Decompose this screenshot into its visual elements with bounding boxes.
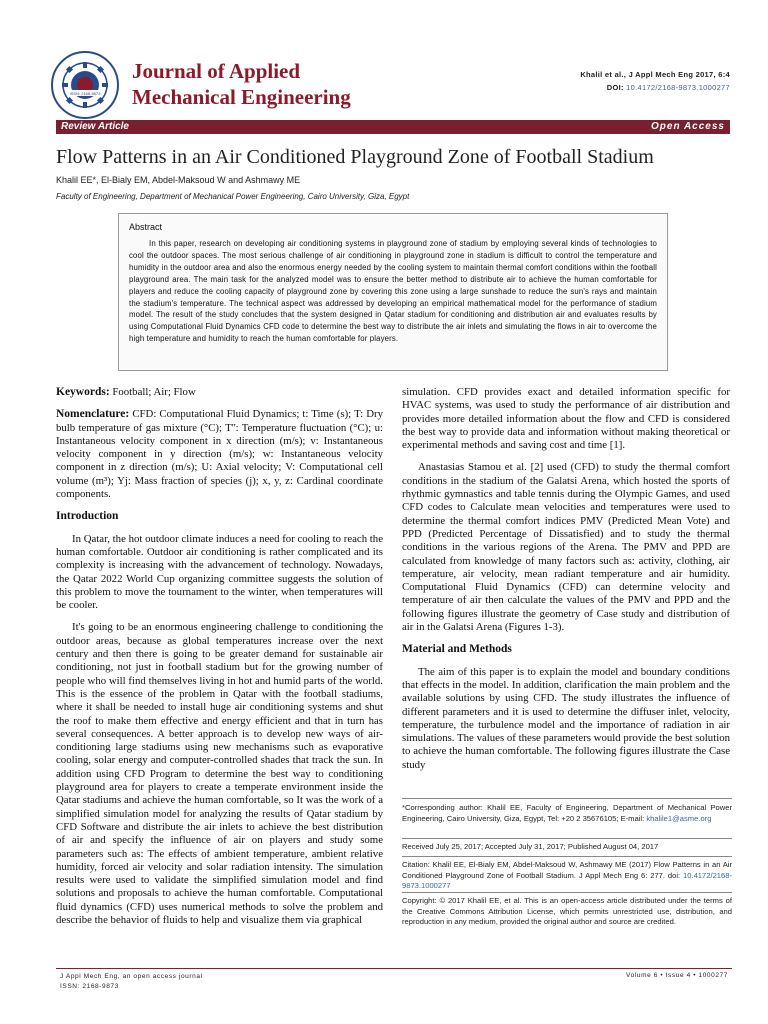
article-type: Review Article [61,121,129,132]
nomenclature-text: CFD: Computational Fluid Dynamics; t: Time (s); T: Dry bulb temperature of gas mixture (°C); T'': Temperature fluctuation (°C); u: Instantaneous velocity component in x direction (m/s); v: Instantaneous velocity component in y direction (m/s); w: Instantaneous velocity component in z direction (m/s); U: Axial velocity; V: Computational cell volume (m³); Yj: Mass fraction of species (j); x, y, z: Cardinal coordinate components. [56,408,383,501]
corresponding-author [402,803,732,824]
footer-issn: ISSN: 2168-9873 [60,983,119,990]
body-paragraph-2: Anastasias Stamou et al. [2] used (CFD) to study the thermal comfort conditions in the stadium of the Galatsi Arena, which hosted the sports of rhythmic gymnastics and table tennis during the Olympic Games, and used CFD codes to Calculate mean velocities and temperatures were used to determine the thermal comfort indices PMV (Predicted Mean Vote) and PPD (Predicted Percentage of Dissatisfied) and to study the thermal conditions in the various regions of the Arena. The PMV and PPD are calculated from knowledge of many factors such as: activity, clothing, air temperature, air velocity, mean radiant temperature and air humidity. Computational Fluid Dynamics (CFD) can determine velocity and temperature of air then calculate the values of the PMV and PPD and the following figures illustrate the geometry of Case study and distribution of air in the Galatsi Arena (Figures 1-3). [402,461,730,634]
svg-text:ISSN: 2168-9873: ISSN: 2168-9873 [69,91,101,96]
footnote-divider [402,798,732,799]
nomenclature [56,408,383,501]
copyright: Copyright: © 2017 Khalil EE, et al. This is an open-access article distributed under the terms of the Creative Commons Attribution License, which permits unrestricted use, distribution, and reproduction in any medium, provided the original author and source are credited. [402,896,732,926]
keywords-text: Football; Air; Flow [109,386,196,398]
nomenclature-label: Nomenclature: [56,408,130,421]
corresponding-text: *Corresponding author: Khalil EE, Faculty of Engineering, Department of Mechanical Power Engineering, Cairo University, Giza, Egypt, Tel: +20 2 35676105; E-mail: [402,803,732,823]
left-column [56,386,383,936]
journal-name [132,58,351,110]
introduction-heading: Introduction [56,510,119,523]
right-column [402,386,730,781]
intro-paragraph-1: In Qatar, the hot outdoor climate induces a need for cooling to reach the human comfortable. Outdoor air conditioning is rather complicated and its complexity is increasing with the advancement of technology. Nowadays, the Qatar 2022 World Cup organizing committee suggests the solution of this problem to move the tournament to the winter, when temperatures will be cooler. [56,532,383,612]
citation-text: Citation: Khalil EE, El-Bialy EM, Abdel-Maksoud W, Ashmawy ME (2017) Flow Patterns in an Air Conditioned Playground Zone of Football Stadium. J Appl Mech Eng 6: 277. doi: [402,860,732,880]
keywords-label: Keywords: [56,386,110,398]
abstract-heading: Abstract [129,222,163,232]
email-link[interactable]: khalile1@asme.org [646,813,712,823]
doi-label: DOI: [606,83,624,92]
affiliation: Faculty of Engineering, Department of Mechanical Power Engineering, Cairo University, Giza, Egypt [56,192,410,201]
received-dates: Received July 25, 2017; Accepted July 31, 2017; Published August 04, 2017 [402,842,659,851]
citation-short: Khalil et al., J Appl Mech Eng 2017, 6:4 [580,70,730,79]
keywords [56,386,383,399]
open-access-badge: Open Access [651,121,725,132]
footer-left [60,972,203,992]
citation-block [580,68,730,94]
footnote-divider [402,838,732,839]
footer-rule [56,968,732,969]
journal-name-line2: Mechanical Engineering [132,85,351,109]
citation-doi-link[interactable]: 10.4172/2168-9873.1000277 [402,870,732,890]
footnote-divider [402,892,732,893]
intro-paragraph-2: It's going to be an enormous engineering challenge to conditioning the outdoor areas, because as global temperatures increase over the next century and then there is going to be greater demand for sustainable air conditioning, not just in football stadium but for the growing number of people who will find themselves living in hot and humid parts of the world. This is the essence of the problem in Qatar with the football stadiums, where it shall be needed to install huge air conditioning systems and shut the roof to make them effective and energy efficient and that in turn has several consequences. A better approach is to develop new ways of air-conditioning large stadiums using new mechanisms such as evaporative cooling, solar energy and computer-controlled shades that track the sun. In addition using CFD Program to determine the best way to conditioning playground area for players to create a temperate environment inside the Qatar stadiums and achieve the human comfortable, so It was the work of a simplified simulation model for analyzing the results of Qatar stadium by CFD Software and distribute the air inlets to achieve the best distribution of air and specify the influence of air on players and study some parameters such as: The effects of ambient temperature, ambient relative humidity, forced air velocity and solar radiation intensity. The simulation results were used to validate the simplified simulation model and find solutions and proposals to achieve the human comfortable. Computational fluid dynamics (CFD) uses numerical methods to solve the problem and describe the behavior of fluids to help and visualize them via graphical [56,621,383,926]
article-title: Flow Patterns in an Air Conditioned Playground Zone of Football Stadium [56,146,654,168]
abstract-text: In this paper, research on developing air conditioning systems in playground zone of stadium by employing several kinds of technologies to cool the outdoor spaces. The most serious challenge of air conditioning in playground zone in stadium is difficult to control the temperature and humidity in the outdoor area and also the enormous energy needed by the cooling system to maintain thermal comfort conditions within the football playground area. The main task for the analyzed model was to ensure the better method to distribute air to achieve the human comfortable for players and reduce the cooling capacity of playground zone by covering this zone using a large sunshade to reduce the sun's rays and maintain the stadium's temperature. The technical aspect was addressed by developing an empirical mathematical model for the performance of stadium model. The result of the study concludes that the system designed in Qatar stadium for conditioning and distribution air and evaluates results by using Computational Fluid Dynamics CFD code to determine the best way to distribute the air inlets and simulating the flows in air to overcome the high temperature and humidity to reach the human comfortable for players. [129,239,657,344]
authors: Khalil EE*, El-Bialy EM, Abdel-Maksoud W and Ashmawy ME [56,175,301,185]
footer-journal: J Appl Mech Eng, an open access journal [60,973,203,980]
doi-link[interactable]: 10.4172/2168-9873.1000277 [626,83,730,92]
journal-name-line1: Journal of Applied [132,59,301,83]
body-paragraph-3: The aim of this paper is to explain the model and boundary conditions that effects in the model. In addition, clarification the main problem and the available solutions by using CFD. The study illustrates the influence of different parameters and it is used to determine the diffuser inlet, velocity, temperature, the turbulence model and the importance of radiation in air simulations. The values of these parameters would provide the best solution to achieve the human comfortable. The following figures illustrate the Case study [402,665,730,771]
journal-header [50,50,730,112]
footer-volume: Volume 6 • Issue 4 • 1000277 [626,972,728,979]
body-paragraph-1: simulation. CFD provides exact and detailed information specific for HVAC systems, was used to study the performance of air distribution and provides more detailed information about the flow and CFD is considered the best way to provide data and information without making theoretical or experimental methods and saving cost and time [1]. [402,386,730,452]
footnote-divider [402,856,732,857]
journal-logo [50,50,120,120]
article-type-bar [56,120,730,134]
methods-heading: Material and Methods [402,643,512,656]
abstract-box [118,213,668,371]
citation-footnote [402,860,732,892]
